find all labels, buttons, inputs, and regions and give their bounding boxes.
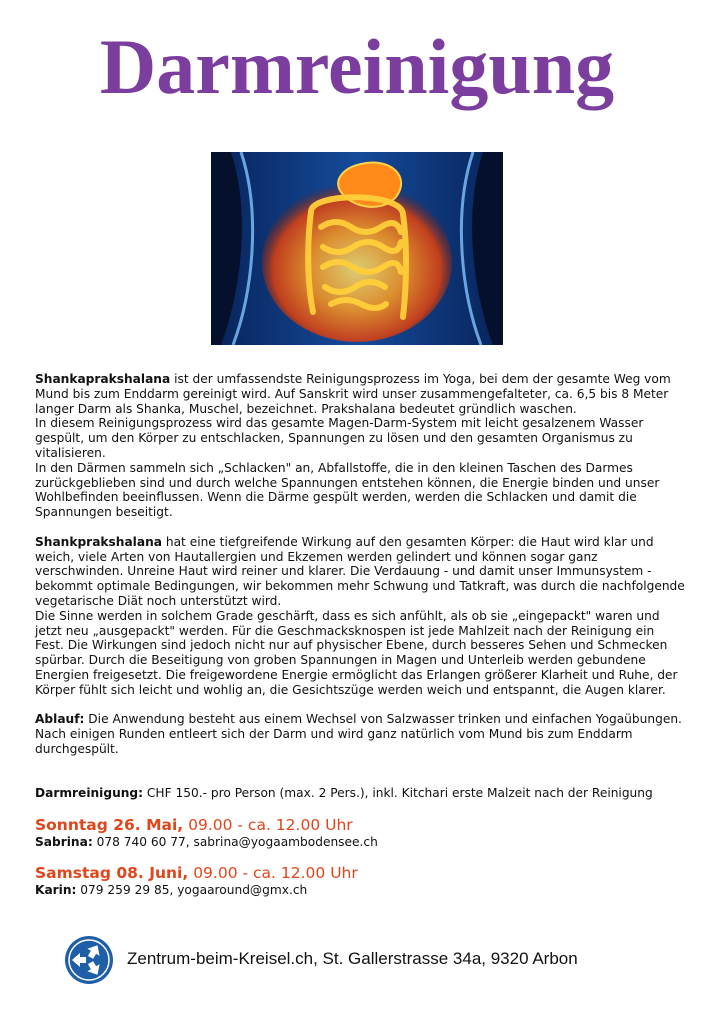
paragraph-senses: Die Sinne werden in solchem Grade geschärft, dass es sich anfühlt, als ob sie „eingepackt" waren und jetzt neu „ausgepackt" werden. Für die Geschmacksknospen ist jede Mahlzeit nach der Reinigung ein Fest. Die Wirkungen sind jedoch nicht nur auf physischer Ebene, durch besseres Sehen und Schmecken spürbar. Durch die Beseitigung von groben Spannungen in Magen und Unterleib werden gebundene Energien freigesetzt. Die freigewordene Energie ermöglicht das Erlangen größerer Klarheit und Ruhe, der Körper fühlt sich leicht und wohlig an, die Gesichtszüge werden weich und entspannt, die Augen klarer.	[35, 608, 678, 697]
event-date	[35, 816, 378, 835]
paragraph-effects	[35, 535, 685, 609]
roundabout-logo-icon	[64, 935, 114, 985]
event-time: 09.00 - ca. 12.00 Uhr	[183, 816, 353, 834]
event-item	[35, 864, 358, 898]
price-label: Darmreinigung:	[35, 786, 144, 800]
paragraph-ablauf	[35, 712, 685, 756]
price-info	[35, 786, 695, 801]
contact-details: 079 259 29 85, yogaaround@gmx.ch	[76, 883, 308, 897]
term-ablauf: Ablauf:	[35, 712, 85, 727]
paragraph-text: Die Anwendung besteht aus einem Wechsel von Salzwasser trinken und einfachen Yogaübungen. Nach einigen Runden entleert sich der Darm und wird ganz natürlich vom Mund bis zum Enddarm durchgespült.	[35, 712, 682, 756]
paragraph-schlacken: In den Därmen sammeln sich „Schlacken" an, Abfallstoffe, die in den kleinen Taschen des Darmes zurückgeblieben sind und durch welche Spannungen entstehen können, die Energie binden und unser Wohlbefinden beeinflussen. Wenn die Därme gespült werden, werden die Schlacken und damit die Spannungen beseitigt.	[35, 460, 660, 520]
event-item	[35, 816, 378, 850]
description	[35, 372, 685, 757]
event-contact	[35, 835, 378, 850]
contact-details: 078 740 60 77, sabrina@yogaambodensee.ch	[92, 835, 378, 849]
contact-name: Sabrina:	[35, 835, 93, 849]
event-contact	[35, 883, 358, 898]
digestive-system-illustration	[211, 152, 503, 345]
term-shankprakshalana: Shankprakshalana	[35, 534, 162, 549]
page-title: Darmreinigung	[99, 23, 615, 110]
event-day: Sonntag 26. Mai,	[35, 816, 184, 834]
footer	[64, 935, 664, 985]
footer-address: Zentrum-beim-Kreisel.ch, St. Gallerstrasse 34a, 9320 Arbon	[127, 949, 578, 968]
paragraph-text: ist der umfassendste Reinigungsprozess im Yoga, bei dem der gesamte Weg vom Mund bis zum Enddarm gereinigt wird. Auf Sanskrit wird unser zusammengefalteter, ca. 6,5 bis 8 Meter langer Darm als Shanka, Muschel, bezeichnet. Prakshalana bedeutet gründlich waschen.	[35, 372, 671, 416]
term-shankaprakshalana: Shankaprakshalana	[35, 372, 171, 386]
event-day: Samstag 08. Juni,	[35, 864, 189, 882]
contact-name: Karin:	[35, 883, 77, 897]
paragraph-process: In diesem Reinigungsprozess wird das gesamte Magen-Darm-System mit leicht gesalzenem Wasser gespült, um den Körper zu entschlacken, Spannungen zu lösen und den gesamten Organismus zu vitalisieren.	[35, 416, 644, 460]
event-date	[35, 864, 358, 883]
event-time: 09.00 - ca. 12.00 Uhr	[188, 864, 358, 882]
price-text: CHF 150.- pro Person (max. 2 Pers.), inkl. Kitchari erste Malzeit nach der Reinigung	[143, 786, 653, 800]
paragraph-text: hat eine tiefgreifende Wirkung auf den gesamten Körper: die Haut wird klar und weich, viele Arten von Hautallergien und Ekzemen werden gelindert und können sogar ganz verschwinden. Unreine Haut wird reiner und klarer. Die Verdauung - und damit unser Immunsystem - bekommt optimale Bedingungen, wir bekommen mehr Schwung und Tatkraft, was durch die nachfolgende vegetarische Diät noch unterstützt wird.	[35, 534, 685, 608]
paragraph-shankaprakshalana	[35, 372, 685, 416]
